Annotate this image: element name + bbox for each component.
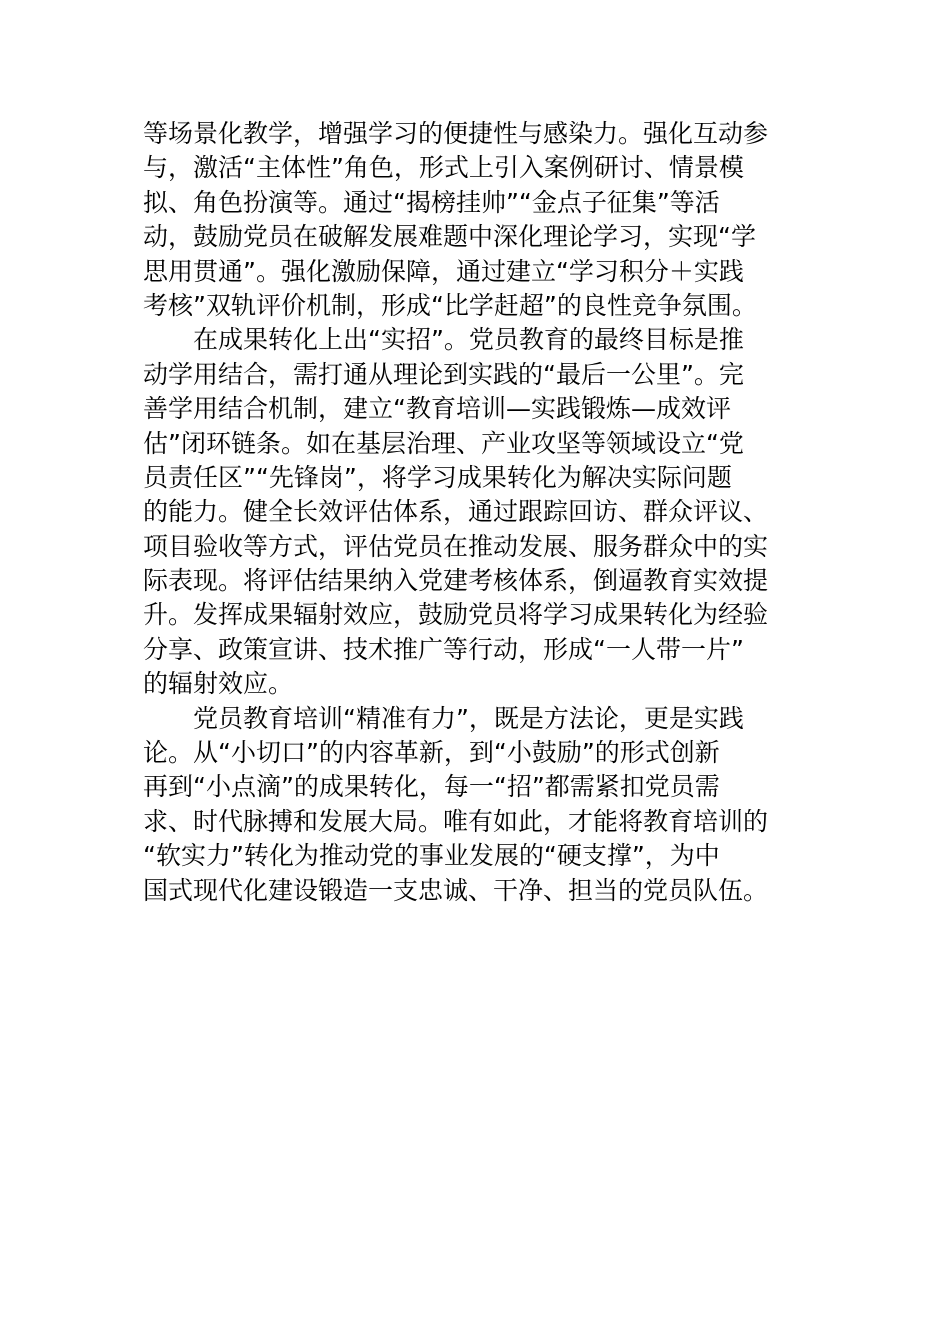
text-line: 项目验收等方式，评估党员在推动发展、服务群众中的实 — [143, 531, 769, 561]
text-line: 与，激活“主体性”角色，形式上引入案例研讨、情景模 — [143, 153, 744, 183]
text-line: 估”闭环链条。如在基层治理、产业攻坚等领域设立“党 — [143, 428, 744, 458]
text-line: 等场景化教学，增强学习的便捷性与感染力。强化互动参 — [143, 119, 769, 148]
text-line: 思用贯通”。强化激励保障，通过建立“学习积分＋实践 — [143, 256, 744, 286]
text-line: 员责任区”“先锋岗”，将学习成果转化为解决实际问题 — [143, 462, 732, 492]
paragraph-start-line: 党员教育培训“精准有力”，既是方法论，更是实践 — [143, 703, 744, 733]
text-line: 际表现。将评估结果纳入党建考核体系，倒逼教育实效提 — [143, 566, 769, 596]
text-line: 的辐射效应。 — [143, 669, 294, 699]
text-line: 的能力。健全长效评估体系，通过跟踪回访、群众评议、 — [143, 497, 769, 527]
text-line: 升。发挥成果辐射效应，鼓励党员将学习成果转化为经验 — [143, 600, 769, 630]
text-line: 分享、政策宣讲、技术推广等行动，形成“一人带一片” — [143, 634, 744, 664]
text-line: 再到“小点滴”的成果转化，每一“招”都需紧扣党员需 — [143, 772, 720, 802]
text-line: “软实力”转化为推动党的事业发展的“硬支撑”，为中 — [143, 841, 720, 871]
text-line: 国式现代化建设锻造一支忠诚、干净、担当的党员队伍。 — [143, 875, 769, 905]
text-line: 求、时代脉搏和发展大局。唯有如此，才能将教育培训的 — [143, 806, 769, 836]
text-line: 动，鼓励党员在破解发展难题中深化理论学习，实现“学 — [143, 222, 756, 252]
text-line: 拟、角色扮演等。通过“揭榜挂帅”“金点子征集”等活 — [143, 187, 720, 217]
text-line: 动学用结合，需打通从理论到实践的“最后一公里”。完 — [143, 359, 744, 389]
body-text — [143, 117, 808, 908]
text-line: 论。从“小切口”的内容革新，到“小鼓励”的形式创新 — [143, 738, 720, 768]
text-line: 考核”双轨评价机制，形成“比学赶超”的良性竞争氛围。 — [143, 290, 757, 320]
paragraph-start-line: 在成果转化上出“实招”。党员教育的最终目标是推 — [143, 325, 744, 355]
text-line: 善学用结合机制，建立“教育培训—实践锻炼—成效评 — [143, 394, 731, 424]
